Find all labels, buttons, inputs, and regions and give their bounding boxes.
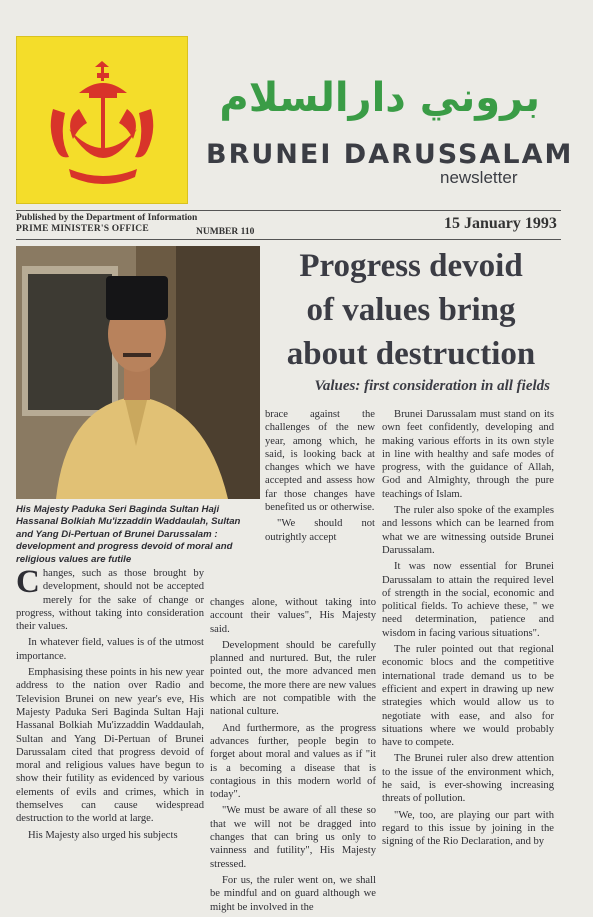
paragraph: The ruler also spoke of the examples and lessons which can be learned from what we are witnessing outside Brunei Darussalam.	[382, 505, 554, 556]
article-column-2	[210, 596, 376, 917]
article-column-1	[16, 564, 204, 845]
paragraph: changes alone, without taking into account their values", His Majesty said.	[210, 597, 376, 635]
drop-cap: C	[16, 564, 40, 600]
article-column-3	[382, 408, 554, 852]
paragraph: In whatever field, values is of the utmost importance.	[16, 637, 204, 662]
paragraph: "We should not outrightly accept	[265, 518, 375, 543]
headline-line: Progress devoid	[299, 248, 523, 284]
photo-caption: His Majesty Paduka Seri Baginda Sultan Haji Hassanal Bolkiah Mu'izzaddin Waddaulah, Sultan and Yang Di-Pertuan of Brunei Darussalam : development and progress devoid of moral and religious values are futile	[16, 504, 241, 565]
article-column-2-top	[265, 408, 375, 547]
paragraph: It was now essential for Brunei Darussalam to attain the required level of strength in the social, economic and political fields. To achieve these, " we need determination, patience and wisdom in facing various situations".	[382, 561, 554, 639]
paragraph: Emphasising these points in his new year address to the nation over Radio and Television Brunei on new year's eve, His Majesty Paduka Seri Baginda Sultan Haji Hassanal Bolkiah Mu'izzaddin Waddaulah, Sultan and Yang Di-Pertuan of Brunei Darussalam cited that progress devoid of moral and religious values have begun to show their futility as evidenced by various elements of evils and crimes, which in themselves can cause widespread destruction to the world at large.	[16, 667, 204, 825]
arabic-title: بروني دارالسلام	[219, 75, 540, 121]
paragraph: Brunei Darussalam must stand on its own feet confidently, developing and making various efforts in its own style in line with healthy and safe modes of progress, with the guidance of Allah, God and Almighty, through the pure teachings of Islam.	[382, 409, 554, 500]
publisher-office: PRIME MINISTER'S OFFICE	[16, 224, 149, 234]
header-rule-top	[16, 210, 561, 211]
headline-line: about destruction	[286, 336, 536, 372]
sultan-portrait-photo	[16, 246, 260, 499]
paragraph: For us, the ruler went on, we shall be mindful and on guard although we might be involved in the	[210, 874, 376, 913]
masthead-title: BRUNEI DARUSSALAM	[206, 139, 574, 170]
header-rule-bottom	[16, 239, 561, 240]
paragraph: And furthermore, as the progress advances further, people begin to forget about moral and values as if "it is a becoming a disease that is contagious in this modern world of today".	[210, 722, 376, 801]
article-headline	[266, 244, 556, 376]
article-subheadline: Values: first consideration in all fields	[314, 378, 550, 394]
paragraph: The Brunei ruler also drew attention to the issue of the environment which, he said, is ever-showing increasing threats of pollution.	[382, 753, 554, 805]
paragraph: "We must be aware of all these so that we will not be dragged into changes that can bring us only to vainness and futility", His Majesty stressed.	[210, 805, 376, 870]
issue-date: 15 January 1993	[444, 215, 557, 232]
paragraph: His Majesty also urged his subjects	[28, 829, 178, 841]
issue-number: NUMBER 110	[196, 227, 255, 237]
masthead-subtitle: newsletter	[440, 168, 518, 187]
headline-line: of values bring	[306, 292, 516, 328]
paragraph: Changes, such as those brought by development, should not be accepted merely for the sake of change or progress, without taking into consideration their values.	[16, 564, 204, 633]
publisher-line: Published by the Department of Information	[16, 213, 198, 223]
paragraph: The ruler pointed out that regional economic blocs and the competitive international trade demand us to be efficient and expert in drawing up new strategies which would allow us to negotiate with ease, and also for situations where we would probably have to compete.	[382, 644, 554, 749]
brunei-crest-logo	[16, 36, 188, 204]
paragraph: Development should be carefully planned and nurtured. But, the ruler pointed out, the more advanced men become, the more there are new values which are not compatible with the national culture.	[210, 639, 376, 718]
paragraph: brace against the challenges of the new year, among which, he said, is looking back at changes which we have accepted and assess how far those changes have benefited us or otherwise.	[265, 409, 375, 514]
crest-icon	[17, 37, 187, 203]
paragraph: "We, too, are playing our part with regard to this issue by joining in the signing of the Rio Declaration, and by	[382, 809, 554, 848]
